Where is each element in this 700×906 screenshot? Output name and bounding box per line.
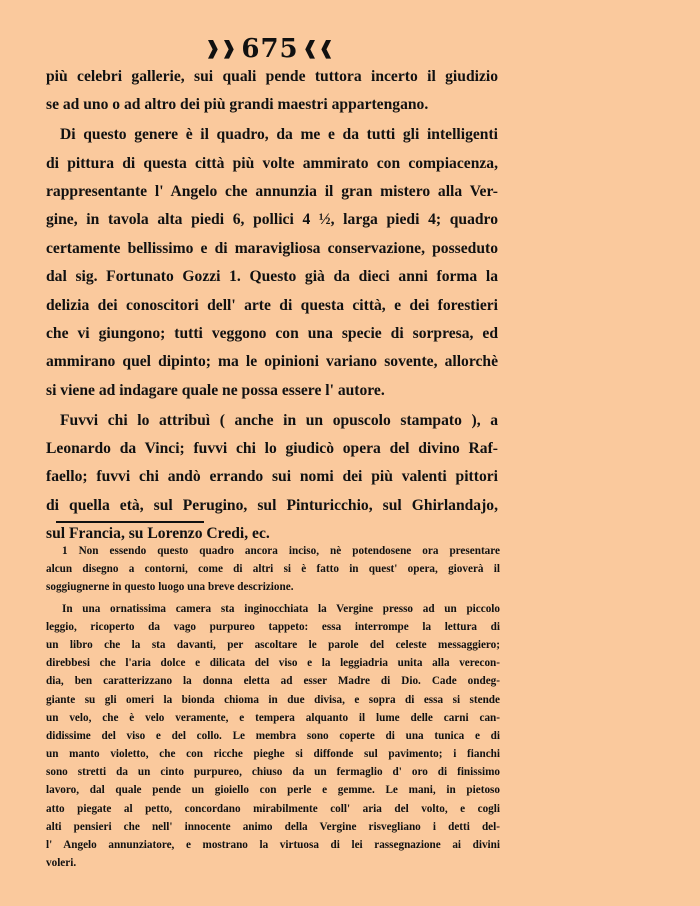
footnote-line: leggio, ricoperto da vago purpureo tappeto: essa interrompe la lettura di bbox=[46, 620, 500, 633]
footnote-line: direbbesi che l'aria dolce e dilicata del viso e la leggiadria unita alla verecon- bbox=[46, 657, 500, 670]
page-number bbox=[0, 34, 540, 64]
footnotes bbox=[46, 542, 500, 872]
text-line: di pittura di questa città più volte ammirato con compiacenza, bbox=[46, 154, 498, 172]
footnote-line: giante su gli omeri la bionda chioma in due divisa, e sopra di essa si stende bbox=[46, 693, 500, 706]
text-line: Fuvvi chi lo attribuì ( anche in un opuscolo stampato ), a bbox=[60, 411, 498, 429]
text-line: Leonardo da Vinci; fuvvi chi lo giudicò opera del divino Raf- bbox=[46, 440, 498, 458]
text-line: Di questo genere è il quadro, da me e da tutti gli intelligenti bbox=[60, 126, 498, 144]
footnote-line: 1 Non essendo questo quadro ancora inciso, nè potendosene ora presentare bbox=[62, 545, 500, 557]
ornament-right: ❰❰ bbox=[302, 38, 335, 59]
footnote-line: voleri. bbox=[46, 857, 77, 870]
footnote-line: alcun disegno a contorni, come di altri si è fatto in quest' opera, gioverà il bbox=[46, 563, 500, 576]
text-line: gine, in tavola alta piedi 6, pollici 4 ½, larga piedi 4; quadro bbox=[46, 211, 498, 229]
footnote-line: In una ornatissima camera sta inginocchiata la Vergine presso ad un piccolo bbox=[62, 602, 500, 615]
text-line: certamente bellissimo e di maravigliosa conservazione, posseduto bbox=[46, 239, 498, 257]
footnote-line: alti pensieri che nell' innocente animo della Vergine risvegliano i detti del- bbox=[46, 820, 500, 833]
text-line: di quella età, sul Perugino, sul Pinturicchio, sul Ghirlandajo, bbox=[46, 496, 498, 514]
footnote-line: sono stretti da un cinto purpureo, chiuso da un fermaglio d' oro di finissimo bbox=[46, 766, 500, 779]
footnote-line: l' Angelo annunziatore, e mostrano la virtuosa di lei rassegnazione ai divini bbox=[46, 839, 500, 851]
text-line: sul Francia, su Lorenzo Credi, ec. bbox=[46, 525, 270, 543]
ornament-left: ❱❱ bbox=[205, 38, 238, 59]
footnote-line: atto piegate al petto, concordano mirabilmente coll' aria del volto, e cogli bbox=[46, 802, 500, 815]
text-line: ammirano quel dipinto; ma le opinioni variano sovente, allorchè bbox=[46, 353, 498, 371]
footnote-line: un manto violetto, che con ricche pieghe si diffonde sul pavimento; i fianchi bbox=[46, 748, 500, 761]
page-number-value: 675 bbox=[241, 34, 299, 64]
text-line: se ad uno o ad altro dei più grandi maestri appartengano. bbox=[46, 96, 429, 114]
footnote-line: soggiugnerne in questo luogo una breve descrizione. bbox=[46, 581, 294, 594]
text-line: più celebri gallerie, sui quali pende tuttora incerto il giudizio bbox=[46, 68, 498, 85]
main-text bbox=[46, 63, 498, 549]
text-line: faello; fuvvi chi andò errando sui nomi dei più valenti pittori bbox=[46, 468, 498, 486]
footnote-line: lavoro, dal quale pende un gioiello con perle e gemme. Le mani, in pietoso bbox=[46, 784, 500, 797]
text-line: delizia dei conoscitori dell' arte di questa città, e dei forestieri bbox=[46, 296, 498, 314]
text-line: si viene ad indagare quale ne possa essere l' autore. bbox=[46, 381, 385, 399]
footnote-divider bbox=[56, 521, 204, 523]
footnote-line: dia, ben caratterizzano la donna eletta ad esser Madre di Dio. Cade ondeg- bbox=[46, 675, 500, 688]
footnote-line: didissime del viso e del collo. Le membra sono coperte di una tunica e di bbox=[46, 729, 500, 742]
text-line: che vi giungono; tutti veggono con una specie di sorpresa, ed bbox=[46, 325, 498, 343]
text-line: dal sig. Fortunato Gozzi 1. Questo già da dieci anni forma la bbox=[46, 268, 498, 286]
footnote-line: un velo, che è velo veramente, e tempera alquanto il lume delle carni can- bbox=[46, 711, 500, 724]
footnote-line: un libro che la sta davanti, per ascoltare le parole del celeste messaggiero; bbox=[46, 638, 500, 651]
text-line: rappresentante l' Angelo che annunzia il gran mistero alla Ver- bbox=[46, 183, 498, 201]
